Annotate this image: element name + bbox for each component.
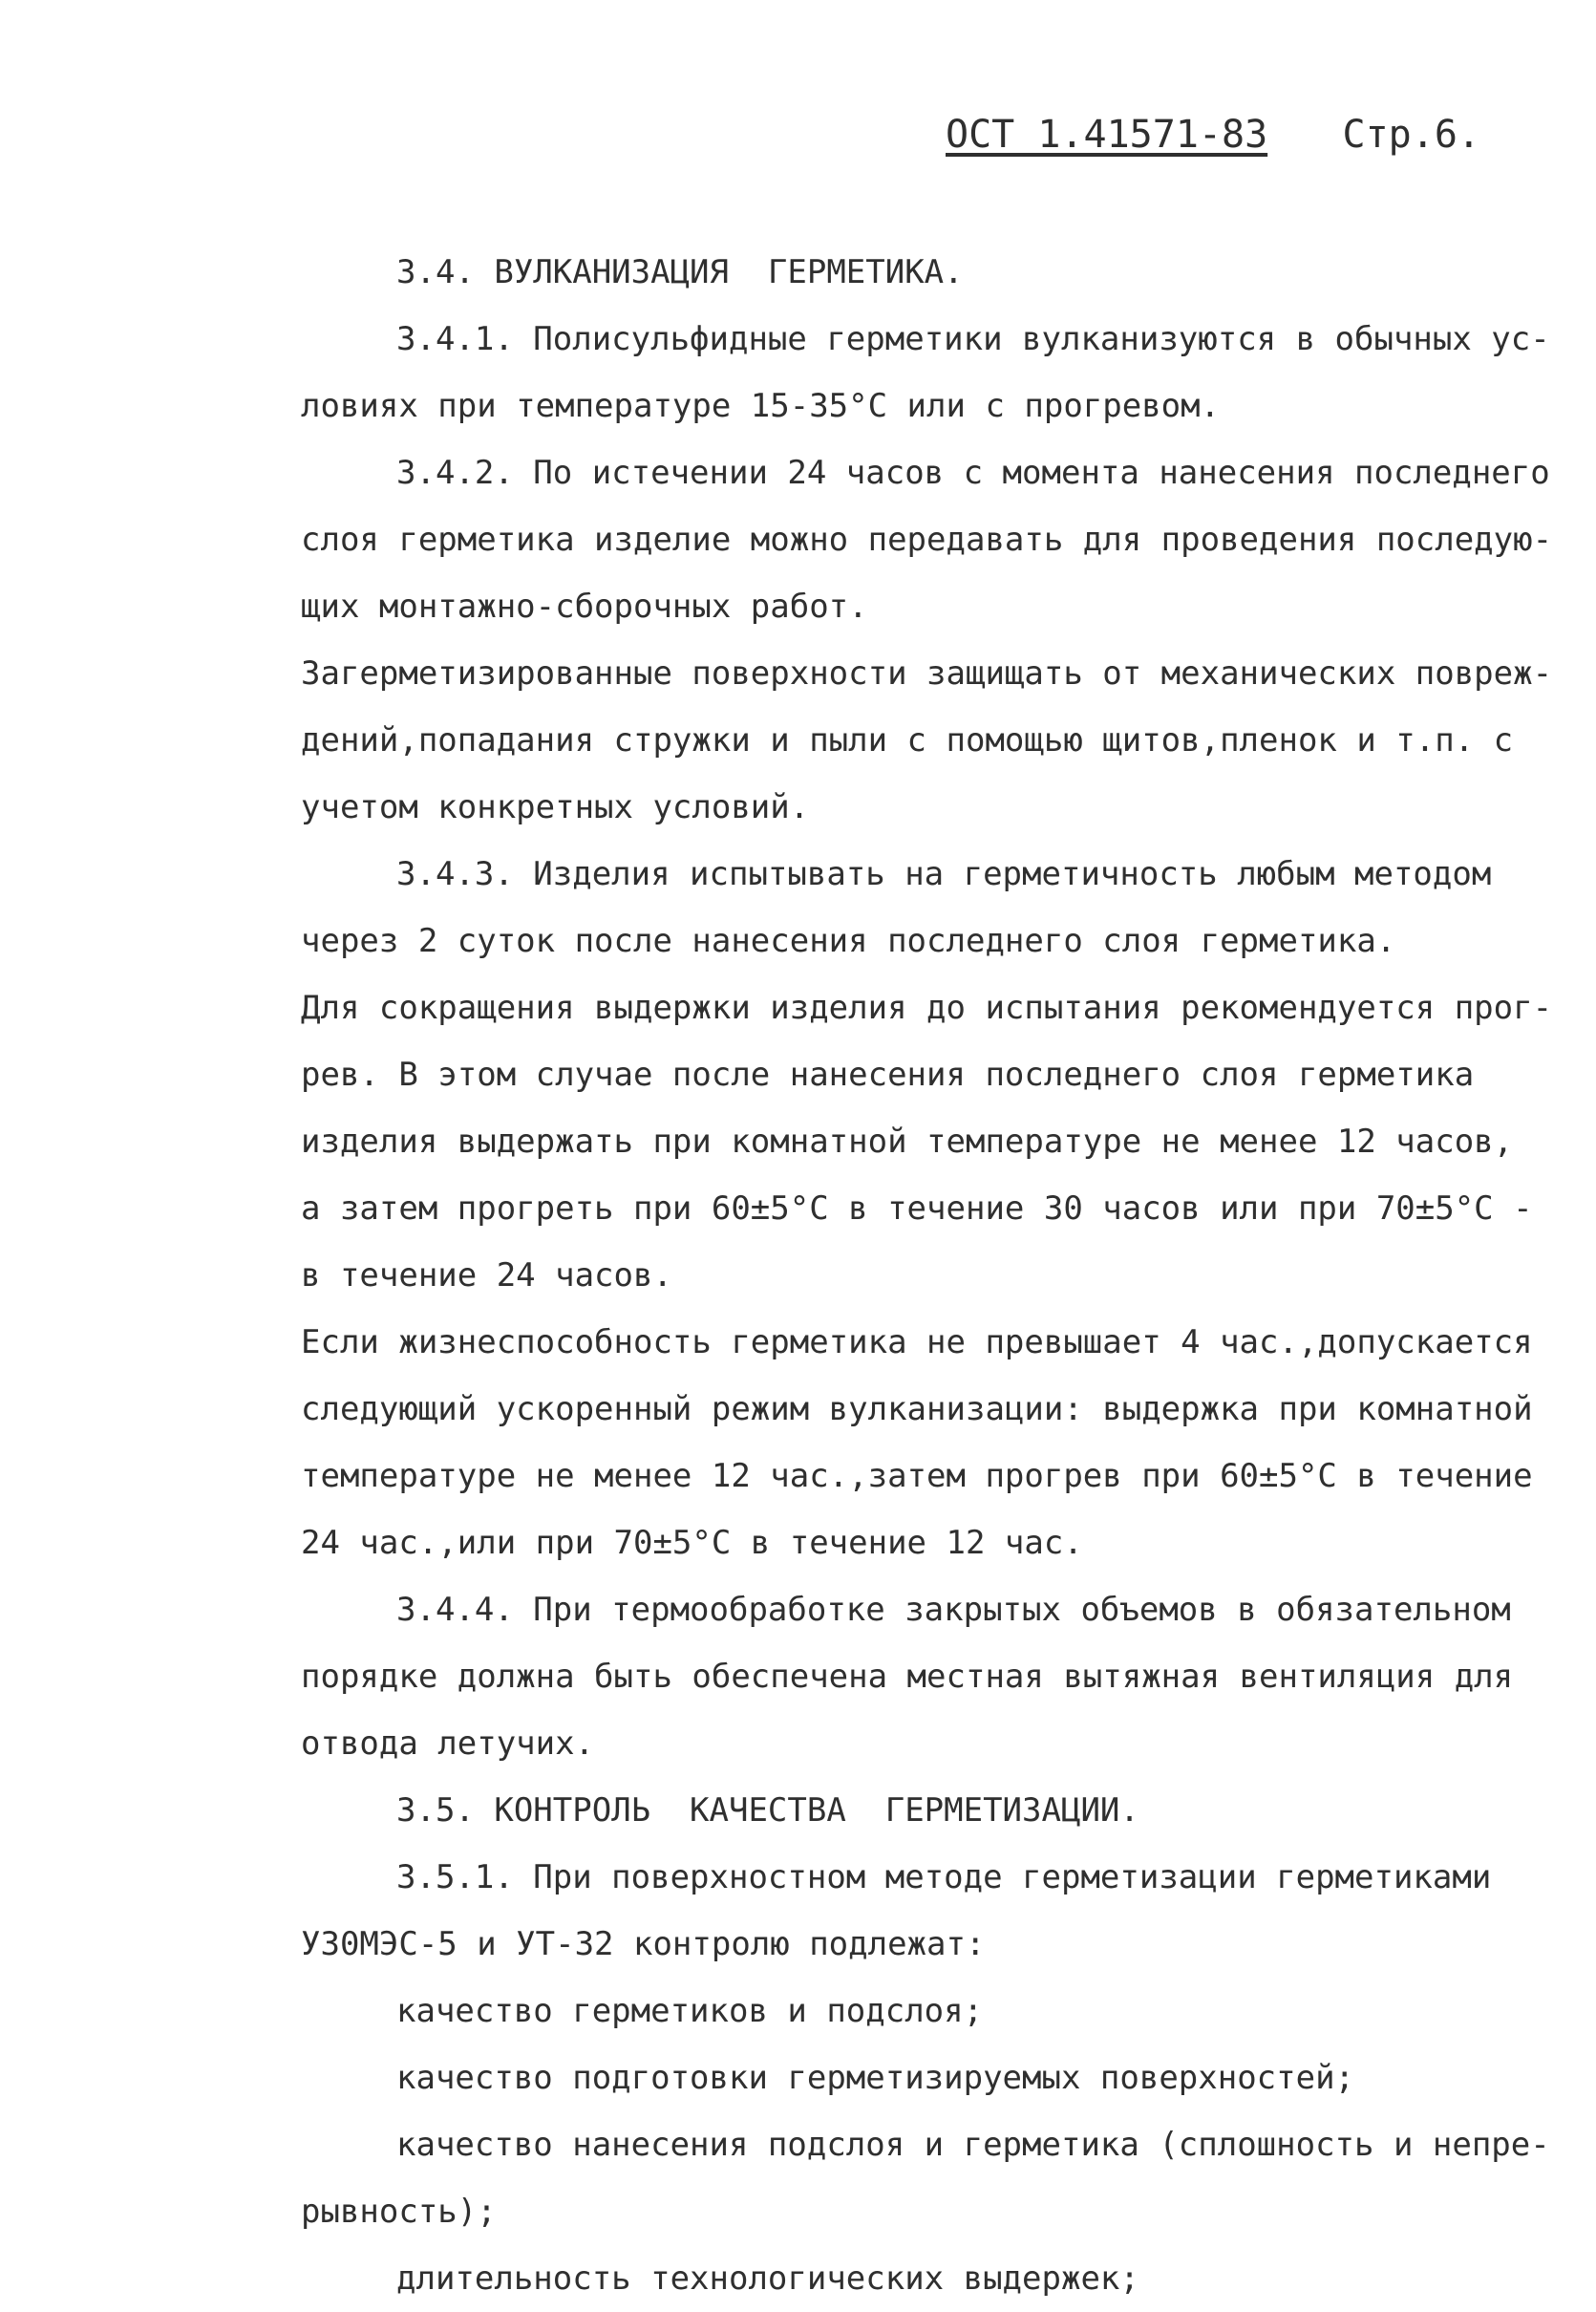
text-line: температуре не менее 12 час.,затем прогрев при 60±5°С в течение — [301, 1457, 1533, 1495]
text-line: учетом конкретных условий. — [301, 788, 810, 826]
text-line: качество нанесения подслоя и герметика (сплошность и непре- — [396, 2126, 1550, 2164]
text-line: а затем прогреть при 60±5°С в течение 30 часов или при 70±5°С - — [301, 1189, 1533, 1228]
text-line: изделия выдержать при комнатной температуре не менее 12 часов, — [301, 1123, 1514, 1161]
text-line: длительность технологических выдержек; — [396, 2259, 1139, 2298]
text-line: порядке должна быть обеспечена местная вытяжная вентиляция для — [301, 1658, 1514, 1696]
text-line: 3.5. КОНТРОЛЬ КАЧЕСТВА ГЕРМЕТИЗАЦИИ. — [396, 1791, 1139, 1830]
text-line: Для сокращения выдержки изделия до испытания рекомендуется прог- — [301, 989, 1553, 1027]
text-line: 3.4. ВУЛКАНИЗАЦИЯ ГЕРМЕТИКА. — [396, 253, 964, 291]
page-header — [946, 113, 1480, 157]
text-line: рев. В этом случае после нанесения последнего слоя герметика — [301, 1056, 1475, 1094]
text-line: дений,попадания стружки и пыли с помощью щитов,пленок и т.п. с — [301, 721, 1514, 760]
text-line: 3.4.2. По истечении 24 часов с момента нанесения последнего — [396, 454, 1550, 492]
text-line: через 2 суток после нанесения последнего слоя герметика. — [301, 922, 1396, 960]
text-line: слоя герметика изделие можно передавать для проведения последую- — [301, 521, 1553, 559]
text-line: следующий ускоренный режим вулканизации: выдержка при комнатной — [301, 1390, 1533, 1428]
text-line: щих монтажно-сборочных работ. — [301, 588, 868, 626]
page-number: Стр.6. — [1342, 113, 1480, 157]
text-line: 3.4.1. Полисульфидные герметики вулканизуются в обычных ус- — [396, 320, 1550, 358]
text-line: Если жизнеспособность герметика не превышает 4 час.,допускается — [301, 1323, 1533, 1361]
text-line: Загерметизированные поверхности защищать от механических повреж- — [301, 654, 1553, 693]
text-line: отвода летучих. — [301, 1724, 595, 1763]
text-line: 3.4.3. Изделия испытывать на герметичность любым методом — [396, 855, 1492, 893]
text-line: в течение 24 часов. — [301, 1256, 672, 1295]
text-line: У30МЭС-5 и УТ-32 контролю подлежат: — [301, 1925, 986, 1963]
body-text — [301, 239, 1553, 2312]
text-line: качество герметиков и подслоя; — [396, 1992, 984, 2030]
text-line: рывность); — [301, 2193, 497, 2231]
text-line: 24 час.,или при 70±5°С в течение 12 час. — [301, 1524, 1083, 1562]
document-code: ОСТ 1.41571-83 — [946, 113, 1268, 157]
text-line: 3.4.4. При термообработке закрытых объемов в обязательном — [396, 1591, 1511, 1629]
text-line: ловиях при температуре 15-35°С или с прогревом. — [301, 387, 1221, 425]
text-line: качество подготовки герметизируемых поверхностей; — [396, 2059, 1355, 2097]
text-line: 3.5.1. При поверхностном методе герметизации герметиками — [396, 1858, 1492, 1896]
